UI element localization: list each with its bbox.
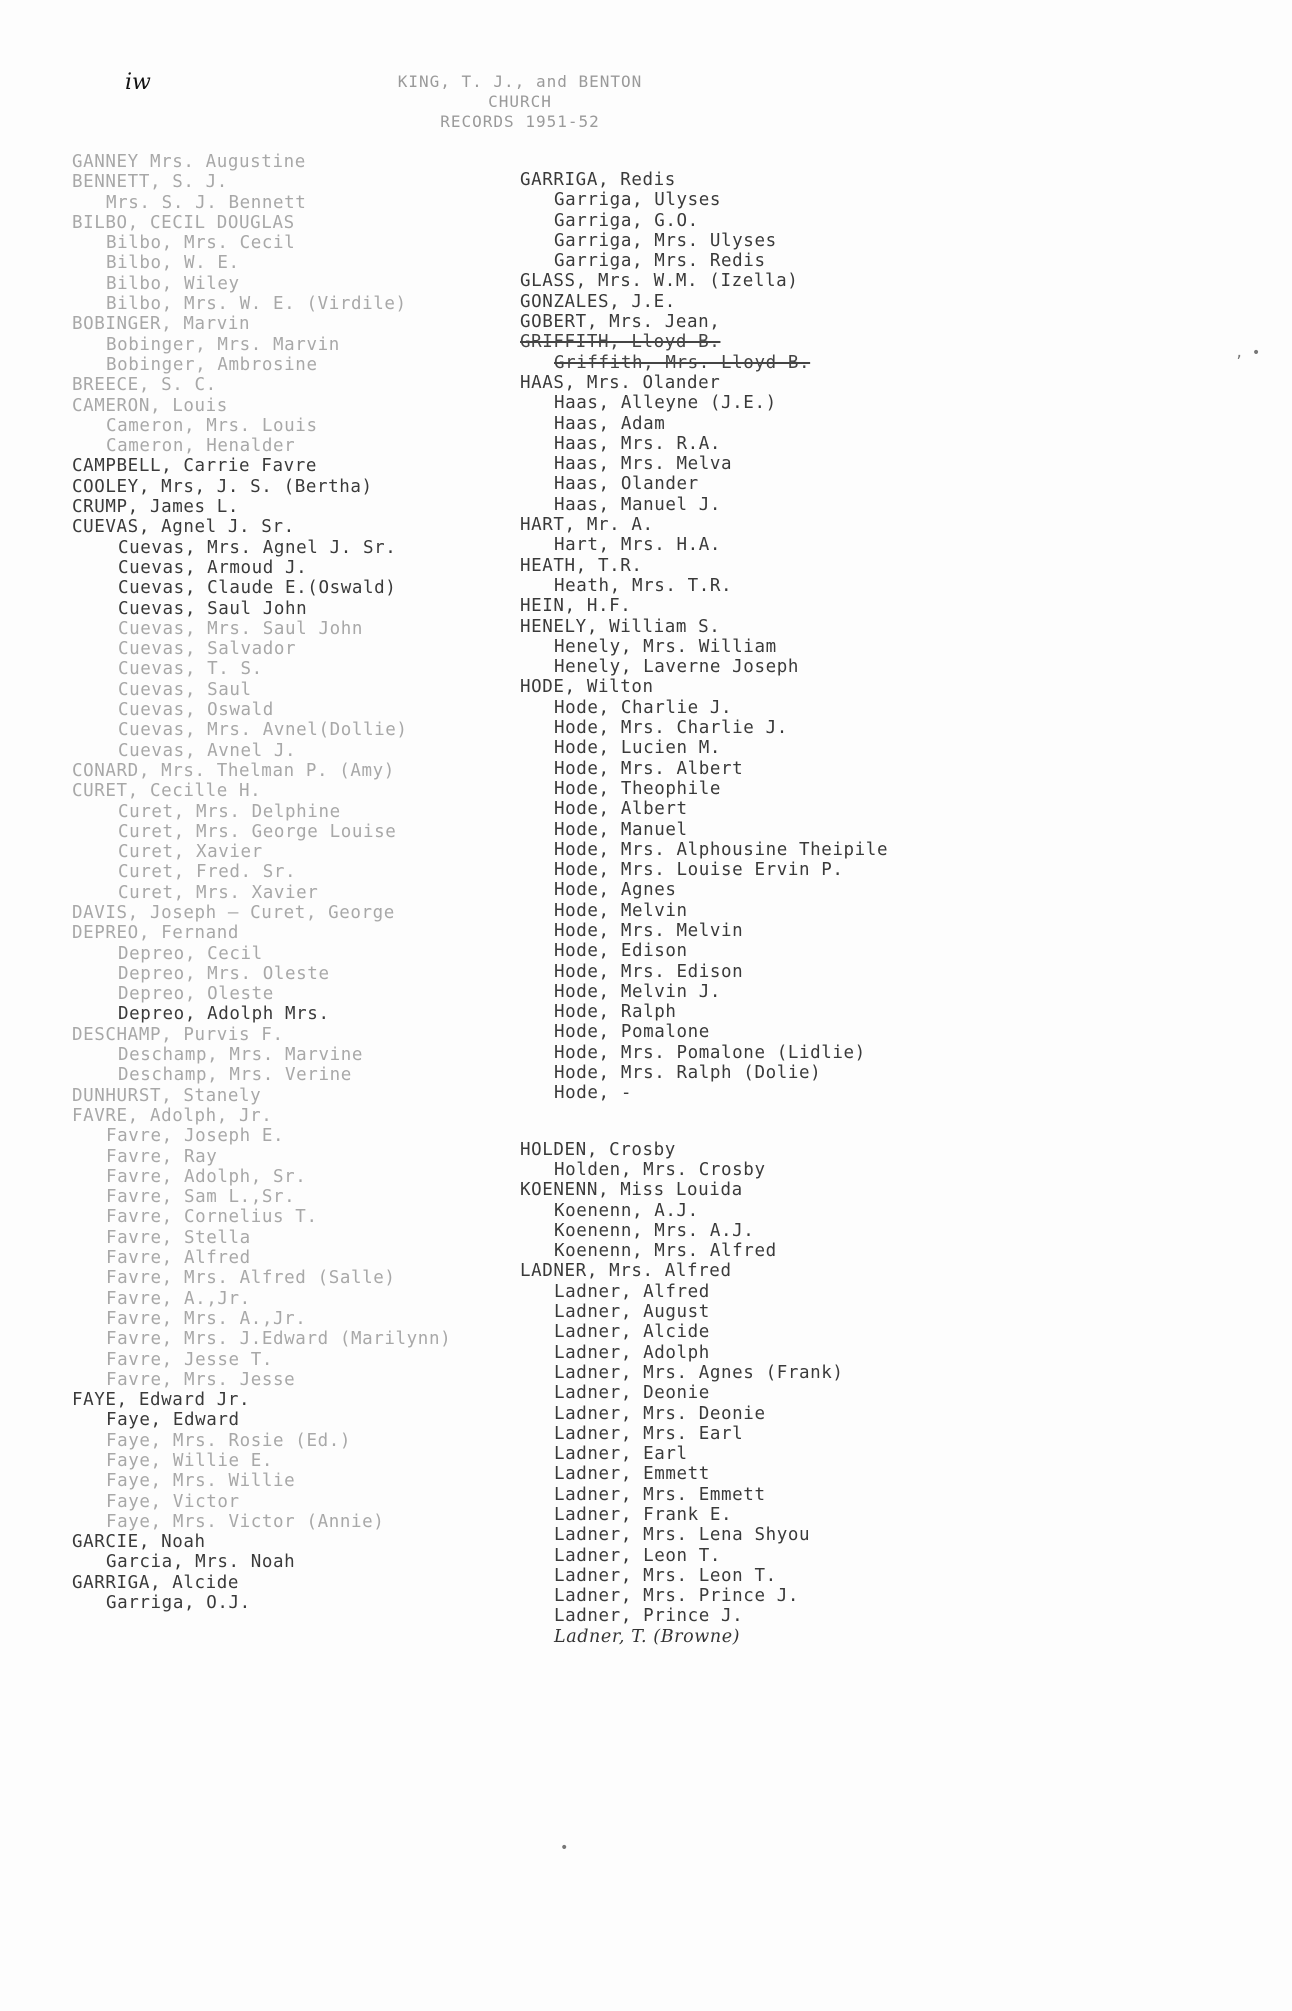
name-entry: Haas, Alleyne (J.E.) <box>554 393 777 414</box>
header-line-1: KING, T. J., and BENTON <box>397 72 643 91</box>
name-entry: Hode, Ralph <box>554 1002 677 1023</box>
name-entry: Hode, Mrs. Edison <box>554 961 744 982</box>
name-entry: Bilbo, Mrs. W. E. (Virdile) <box>106 294 407 315</box>
name-entry: Favre, Adolph, Sr. <box>106 1166 307 1187</box>
name-entry: GOBERT, Mrs. Jean, <box>520 312 721 333</box>
name-entry: Cuevas, Claude E.(Oswald) <box>118 578 397 599</box>
name-entry: Hode, Pomalone <box>554 1022 710 1043</box>
name-entry: HODE, Wilton <box>520 677 654 698</box>
name-entry: Garriga, G.O. <box>554 210 699 231</box>
name-entry: Cuevas, Saul <box>118 679 252 700</box>
name-entry: Bilbo, W. E. <box>106 253 240 274</box>
name-entry: Ladner, Leon T. <box>554 1545 722 1566</box>
name-entry: HEIN, H.F. <box>520 596 632 617</box>
name-entry: Cuevas, T. S. <box>118 659 263 680</box>
name-entry: Koenenn, A.J. <box>554 1200 699 1221</box>
name-entry: Cuevas, Mrs. Saul John <box>118 618 363 639</box>
name-entry: Ladner, Frank E. <box>554 1505 733 1525</box>
name-entry: Mrs. S. J. Bennett <box>106 192 307 213</box>
name-entry: Hode, Melvin J. <box>554 981 722 1002</box>
name-entry: Garriga, O.J. <box>106 1593 251 1614</box>
name-entry: Curet, Fred. Sr. <box>118 862 297 883</box>
name-entry: GARRIGA, Alcide <box>72 1572 240 1593</box>
name-entry: Haas, Manuel J. <box>554 494 722 515</box>
name-entry: Hode, Mrs. Melvin <box>554 920 744 941</box>
name-entry: HENELY, William S. <box>520 616 721 637</box>
name-entry: Favre, Jesse T. <box>106 1349 274 1370</box>
name-entry: CRUMP, James L. <box>72 497 240 518</box>
name-entry: Heath, Mrs. T.R. <box>554 575 733 596</box>
name-entry: Cuevas, Salvador <box>118 639 297 660</box>
name-entry: Ladner, Mrs. Prince J. <box>554 1586 799 1607</box>
name-entry: CUEVAS, Agnel J. Sr. <box>72 517 295 538</box>
name-entry: Ladner, Earl <box>554 1444 688 1465</box>
name-entry: BOBINGER, Marvin <box>72 314 251 335</box>
name-entry: Hode, Albert <box>554 799 688 820</box>
name-entry: Favre, Ray <box>106 1146 218 1167</box>
name-entry: Holden, Mrs. Crosby <box>554 1159 766 1180</box>
name-entry: Ladner, Mrs. Agnes (Frank) <box>554 1362 844 1383</box>
name-entry: Hode, Mrs. Louise Ervin P. <box>554 860 844 881</box>
name-entry: Favre, Alfred <box>106 1248 251 1269</box>
name-entry: Faye, Edward <box>106 1410 240 1431</box>
name-entry: Bilbo, Mrs. Cecil <box>106 233 296 254</box>
right-column-top-group <box>520 170 888 1104</box>
name-entry: Cuevas, Avnel J. <box>118 740 297 761</box>
name-entry: Favre, Joseph E. <box>106 1126 285 1147</box>
name-entry: Ladner, Adolph <box>554 1342 710 1363</box>
name-entry: Favre, Mrs. Alfred (Salle) <box>106 1268 396 1289</box>
name-entry: Favre, Stella <box>106 1227 251 1248</box>
name-entry: GONZALES, J.E. <box>520 291 676 312</box>
name-entry: DAVIS, Joseph — Curet, George <box>72 902 395 923</box>
name-entry: Hode, Mrs. Albert <box>554 758 744 779</box>
name-entry: HAAS, Mrs. Olander <box>520 372 721 393</box>
name-entry: Depreo, Mrs. Oleste <box>118 963 330 984</box>
name-entry: Favre, Mrs. J.Edward (Marilynn) <box>106 1329 452 1350</box>
name-entry: Hode, Mrs. Charlie J. <box>554 718 788 739</box>
name-entry: GANNEY Mrs. Augustine <box>72 152 306 172</box>
name-entry: CONARD, Mrs. Thelman P. (Amy) <box>72 760 395 781</box>
name-entry: Ladner, August <box>554 1302 710 1323</box>
name-entry: GRIFFITH, Lloyd B. <box>520 332 721 353</box>
name-entry: Griffith, Mrs. Lloyd B. <box>554 352 811 373</box>
section-gap <box>520 1104 888 1140</box>
name-entry: Faye, Mrs. Willie <box>106 1471 296 1492</box>
name-entry: Ladner, Alcide <box>554 1322 710 1343</box>
handwritten-initials: iw <box>125 70 151 95</box>
name-entry: DUNHURST, Stanely <box>72 1085 262 1106</box>
name-entry: Ladner, Alfred <box>554 1281 710 1302</box>
name-entry: Favre, Sam L.,Sr. <box>106 1187 296 1208</box>
name-entry: HOLDEN, Crosby <box>520 1139 676 1160</box>
name-entry: Cuevas, Saul John <box>118 598 308 619</box>
name-entry: Ladner, Mrs. Leon T. <box>554 1565 777 1586</box>
name-entry: HART, Mr. A. <box>520 515 654 536</box>
name-entry: FAYE, Edward Jr. <box>72 1390 251 1411</box>
name-entry: Curet, Xavier <box>118 842 263 863</box>
right-name-column <box>520 170 888 1647</box>
name-entry: Cameron, Mrs. Louis <box>106 415 318 436</box>
name-entry: Ladner, Prince J. <box>554 1606 744 1627</box>
name-entry: Bobinger, Mrs. Marvin <box>106 334 340 355</box>
name-entry: BREECE, S. C. <box>72 375 217 396</box>
name-entry: Haas, Olander <box>554 474 699 495</box>
name-entry: KOENENN, Miss Louida <box>520 1180 743 1201</box>
name-entry: Ladner, Deonie <box>554 1383 710 1404</box>
name-entry: Cuevas, Mrs. Avnel(Dollie) <box>118 720 408 741</box>
name-entry: Garriga, Mrs. Redis <box>554 251 766 272</box>
name-entry: Cuevas, Oswald <box>118 700 274 721</box>
name-entry: Hode, Lucien M. <box>554 738 722 759</box>
name-entry: Depreo, Adolph Mrs. <box>118 1004 330 1025</box>
name-entry: HEATH, T.R. <box>520 555 643 576</box>
name-entry: Curet, Mrs. Xavier <box>118 882 319 903</box>
name-entry: Bobinger, Ambrosine <box>106 354 318 375</box>
name-entry: Ladner, Mrs. Emmett <box>554 1484 766 1505</box>
name-entry: Koenenn, Mrs. Alfred <box>554 1241 777 1262</box>
name-entry: Curet, Mrs. Delphine <box>118 801 341 822</box>
name-entry: CURET, Cecille H. <box>72 781 262 802</box>
name-entry: BILBO, CECIL DOUGLAS <box>72 212 295 233</box>
name-entry: Faye, Mrs. Victor (Annie) <box>106 1511 385 1532</box>
name-entry: Depreo, Cecil <box>118 943 263 964</box>
name-entry: BENNETT, S. J. <box>72 172 228 193</box>
name-entry: Favre, A.,Jr. <box>106 1288 251 1309</box>
name-entry: Hode, Charlie J. <box>554 697 733 718</box>
name-entry: Henely, Laverne Joseph <box>554 657 799 678</box>
name-entry: Hode, Melvin <box>554 900 688 921</box>
stray-margin-marks: , • <box>1235 345 1261 361</box>
name-entry: DEPREO, Fernand <box>72 923 240 944</box>
name-entry: Ladner, Emmett <box>554 1464 710 1485</box>
name-entry: GARCIE, Noah <box>72 1532 206 1553</box>
name-entry: Ladner, Mrs. Deonie <box>554 1403 766 1424</box>
left-name-column <box>72 152 451 1613</box>
name-entry: Faye, Willie E. <box>106 1451 274 1471</box>
name-entry: Cuevas, Armoud J. <box>118 557 308 578</box>
name-entry: Haas, Adam <box>554 413 666 434</box>
name-entry: FAVRE, Adolph, Jr. <box>72 1105 273 1126</box>
name-entry: Favre, Mrs. Jesse <box>106 1369 296 1390</box>
name-entry: Ladner, T. (Browne) <box>554 1626 741 1647</box>
name-entry: Favre, Mrs. A.,Jr. <box>106 1308 307 1329</box>
stray-dot-mark: • <box>560 1840 569 1856</box>
name-entry: DESCHAMP, Purvis F. <box>72 1024 284 1045</box>
name-entry: Hode, Agnes <box>554 880 677 901</box>
document-header <box>280 72 760 132</box>
name-entry: Deschamp, Mrs. Verine <box>118 1065 352 1086</box>
name-entry: Koenenn, Mrs. A.J. <box>554 1220 755 1241</box>
name-entry: LADNER, Mrs. Alfred <box>520 1261 732 1282</box>
name-entry: Garriga, Ulyses <box>554 190 722 211</box>
name-entry: Hode, Mrs. Ralph (Dolie) <box>554 1063 822 1084</box>
name-entry: Hode, Manuel <box>554 819 688 840</box>
name-entry: Favre, Cornelius T. <box>106 1207 318 1228</box>
name-entry: Garriga, Mrs. Ulyses <box>554 230 777 251</box>
name-entry: Faye, Victor <box>106 1491 240 1512</box>
name-entry: Haas, Mrs. Melva <box>554 454 733 475</box>
name-entry: CAMERON, Louis <box>72 395 228 416</box>
name-entry: Hode, Theophile <box>554 778 722 799</box>
name-entry: Ladner, Mrs. Earl <box>554 1423 744 1444</box>
header-line-2: CHURCH <box>488 92 552 111</box>
name-entry: Cameron, Henalder <box>106 436 296 457</box>
name-entry: Curet, Mrs. George Louise <box>118 821 397 842</box>
name-entry: Henely, Mrs. William <box>554 636 777 657</box>
name-entry: Depreo, Oleste <box>118 984 274 1005</box>
header-line-3: RECORDS 1951-52 <box>440 112 600 131</box>
name-entry: Bilbo, Wiley <box>106 273 240 294</box>
name-entry: Garcia, Mrs. Noah <box>106 1552 296 1573</box>
name-entry: Cuevas, Mrs. Agnel J. Sr. <box>118 537 397 558</box>
name-entry: Hode, Edison <box>554 941 688 962</box>
right-column-bottom-group <box>520 1140 888 1647</box>
name-entry: Deschamp, Mrs. Marvine <box>118 1045 363 1066</box>
name-entry: Hode, Mrs. Pomalone (Lidlie) <box>554 1042 866 1063</box>
name-entry: Faye, Mrs. Rosie (Ed.) <box>106 1430 351 1451</box>
name-entry: GARRIGA, Redis <box>520 170 676 190</box>
name-entry: CAMPBELL, Carrie Favre <box>72 456 317 477</box>
name-entry: Hode, Mrs. Alphousine Theipile <box>554 839 889 860</box>
name-entry: Ladner, Mrs. Lena Shyou <box>554 1525 811 1546</box>
name-entry: Haas, Mrs. R.A. <box>554 433 722 454</box>
name-entry: GLASS, Mrs. W.M. (Izella) <box>520 271 799 292</box>
name-entry: COOLEY, Mrs, J. S. (Bertha) <box>72 476 373 497</box>
name-entry: Hode, - <box>554 1083 632 1104</box>
name-entry: Hart, Mrs. H.A. <box>554 535 722 556</box>
